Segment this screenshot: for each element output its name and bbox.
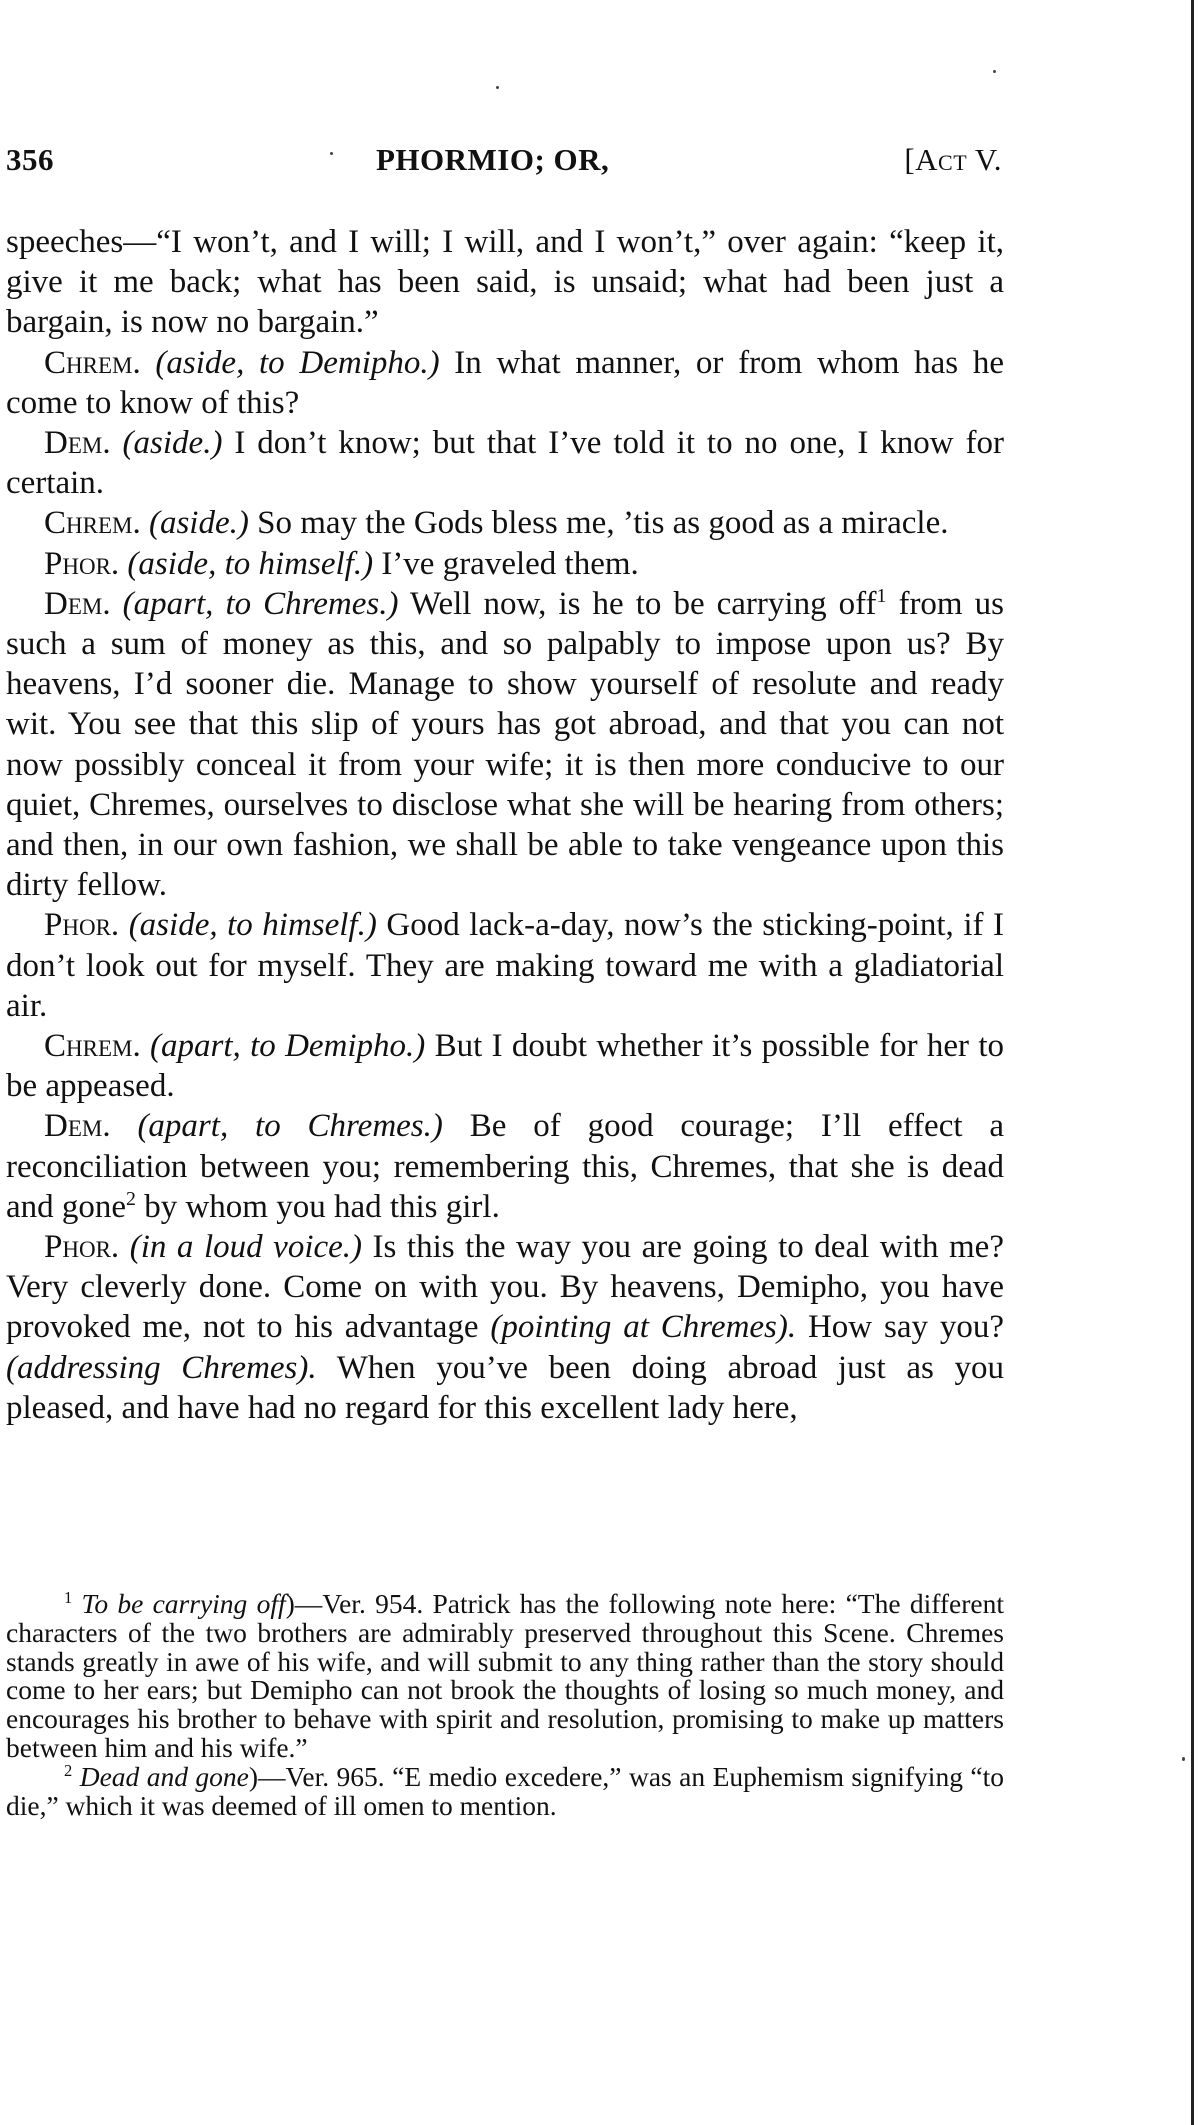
speech-text: I’ve graveled them. xyxy=(373,545,639,582)
stage-direction: (aside, to himself.) xyxy=(127,545,374,582)
speaker-name: Phor. xyxy=(44,907,120,944)
speech xyxy=(6,1026,1004,1106)
speech-text: But I doubt whether it’s possible for her to be appeased. xyxy=(6,1028,1005,1105)
act-label xyxy=(904,142,1002,178)
speech-text: Be of good courage; I’ll effect a reconciliation between you; remembering this, Chremes, that she is dead and gone xyxy=(6,1108,1004,1225)
speech-text: So may the Gods bless me, ’tis as good as a miracle. xyxy=(248,505,949,542)
speech-text: I don’t know; but that I’ve told it to no one, I know for certain. xyxy=(6,425,1005,502)
speech-text: When you’ve been doing abroad just as you pleased, and have had no regard for this excellent lady here, xyxy=(6,1349,1005,1426)
speech-text: Good lack-a-day, now’s the sticking-point, if I don’t look out for myself. They are making toward me with a gladiatorial air. xyxy=(6,907,1004,1024)
speech-text: from us such a sum of money as this, and so palpably to impose upon us? By heavens, I’d sooner die. Manage to show yourself of resolute and ready wit. You see that this slip of yours has got abroad, and that you can not now possibly conceal it from your wife; it is then more conducive to our quiet, Chremes, ourselves to disclose what she will be hearing from others; and then, in our own fashion, we shall be able to take vengeance upon this dirty fellow. xyxy=(6,585,1004,904)
stage-direction: (aside, to Demipho.) xyxy=(155,344,440,381)
running-header xyxy=(6,142,1002,186)
page-edge-rule xyxy=(1191,0,1194,2125)
speech xyxy=(6,905,1004,1026)
speaker-name: Phor. xyxy=(44,1229,120,1266)
stage-direction: (apart, to Demipho.) xyxy=(150,1028,426,1065)
speech-text: In what manner, or from whom has he come to know of this? xyxy=(6,344,1004,421)
speech xyxy=(6,584,1004,906)
footnote-mark: 2 xyxy=(64,1760,73,1780)
paragraph-text: speeches—“I won’t, and I will; I will, and I won’t,” over again: “keep it, give it me back; what has been said, is unsaid; what had been just a bargain, is now no bargain.” xyxy=(6,224,1004,341)
speaker-name: Dem. xyxy=(44,585,111,622)
speech-text: Well now, is he to be carrying off xyxy=(398,585,877,622)
speaker-name: Dem. xyxy=(44,425,111,462)
footnote-label: Dead and gone xyxy=(79,1760,249,1792)
speech xyxy=(6,1106,1004,1227)
footnote xyxy=(6,1760,1004,1821)
stage-direction: (pointing at Chremes). xyxy=(490,1309,797,1346)
footnotes xyxy=(6,1587,1005,1821)
stage-direction: (in a loud voice.) xyxy=(129,1229,363,1266)
speck xyxy=(993,70,996,73)
stage-direction: (aside, to himself.) xyxy=(128,907,377,944)
speaker-name: Chrem. xyxy=(44,1028,141,1065)
footnote xyxy=(6,1587,1005,1763)
footnote-ref: 1 xyxy=(876,584,887,607)
speck xyxy=(496,86,499,89)
footnote-text: )—Ver. 954. Patrick has the following note here: “The different characters of the two brothers are admirably preserved throughout this Scene. Chremes stands greatly in awe of his wife, and will submit to any thing rather than the story should come to her ears; but Demipho can not brook the thoughts of losing so much money, and encourages his brother to behave with spirit and resolution, promising to make up matters between him and his wife.” xyxy=(6,1588,1005,1763)
page-number: 356 xyxy=(6,142,54,177)
speaker-name: Dem. xyxy=(44,1108,111,1145)
main-text xyxy=(6,222,1004,1428)
act-label-text: Act V. xyxy=(915,142,1002,177)
stage-direction: (apart, to Chremes.) xyxy=(137,1108,443,1145)
speech-text: How say you? xyxy=(796,1309,1004,1346)
speech xyxy=(6,343,1004,423)
stage-direction: (aside.) xyxy=(148,505,249,542)
speech xyxy=(6,503,1004,543)
paragraph xyxy=(6,222,1004,343)
speaker-name: Phor. xyxy=(44,545,120,582)
speaker-name: Chrem. xyxy=(44,344,141,381)
speech-text: by whom you had this girl. xyxy=(135,1188,500,1225)
footnote-ref: 2 xyxy=(126,1187,136,1210)
stage-direction: (addressing Chremes). xyxy=(6,1349,317,1386)
footnote-text: )—Ver. 965. “E medio excedere,” was an Euphemism signifying “to die,” which it was deemed of ill omen to mention. xyxy=(6,1760,1004,1821)
footnote-label: To be carrying off xyxy=(81,1588,286,1619)
footnote-mark: 1 xyxy=(64,1587,73,1607)
act-bracket: [ xyxy=(904,142,916,177)
speech xyxy=(6,423,1004,503)
speech xyxy=(6,1227,1004,1428)
stage-direction: (aside.) xyxy=(122,425,223,462)
speck xyxy=(1182,1757,1185,1761)
stage-direction: (apart, to Chremes.) xyxy=(122,585,399,622)
speaker-name: Chrem. xyxy=(44,505,141,542)
speech-text: Is this the way you are going to deal with me? Very cleverly done. Come on with you. By heavens, Demipho, you have provoked me, not to his advantage xyxy=(6,1229,1004,1346)
speech xyxy=(6,544,1004,584)
running-title: PHORMIO; OR, xyxy=(376,142,610,177)
